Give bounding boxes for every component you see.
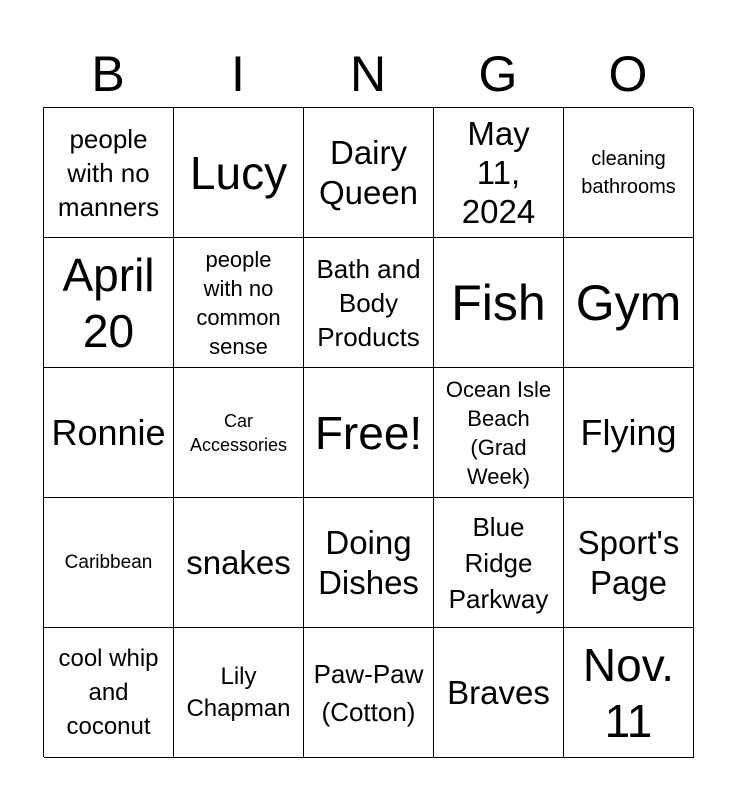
bingo-cell[interactable] [304, 628, 434, 758]
cell-text: Dairy Queen [318, 133, 419, 211]
header-letter-i: I [231, 46, 245, 102]
bingo-cell[interactable] [304, 238, 434, 368]
cell-text: cleaning bathrooms [581, 147, 676, 198]
cell-text: Nov. 11 [582, 638, 675, 747]
bingo-cell[interactable] [44, 238, 174, 368]
bingo-cell[interactable] [174, 108, 304, 238]
cell-text: Flying [580, 411, 677, 453]
cell-text: people with no common sense [196, 246, 281, 359]
cell-text: people with no manners [57, 123, 160, 222]
header-letter-g: G [478, 46, 518, 102]
bingo-cell[interactable] [434, 238, 564, 368]
cell-text: Fish [451, 274, 546, 331]
bingo-cell[interactable] [304, 368, 434, 498]
cell-text: Sport's Page [577, 523, 680, 601]
cell-text: Braves [447, 673, 550, 711]
bingo-cell[interactable] [304, 108, 434, 238]
bingo-cell[interactable] [174, 238, 304, 368]
cell-text: Lily Chapman [186, 662, 291, 722]
cell-text: snakes [186, 543, 291, 581]
cell-text: Ronnie [51, 411, 166, 453]
cell-text: Blue Ridge Parkway [448, 511, 549, 614]
cell-text: Car Accessories [189, 410, 288, 455]
bingo-cell[interactable] [434, 498, 564, 628]
header-letter-o: O [608, 46, 648, 102]
cell-text: Lucy [189, 146, 288, 199]
bingo-cell[interactable] [564, 238, 694, 368]
cell-text: Paw-Paw (Cotton) [313, 658, 424, 727]
bingo-card-grid [43, 107, 693, 757]
bingo-cell[interactable] [564, 498, 694, 628]
bingo-cell[interactable] [304, 498, 434, 628]
header-letter-b: B [91, 46, 125, 102]
bingo-cell[interactable] [434, 628, 564, 758]
bingo-cell[interactable] [174, 368, 304, 498]
cell-text: Doing Dishes [318, 523, 419, 601]
bingo-cell[interactable] [434, 108, 564, 238]
bingo-cell[interactable] [44, 368, 174, 498]
bingo-header [43, 40, 693, 108]
bingo-cell[interactable] [564, 108, 694, 238]
cell-text: Ocean Isle Beach (Grad Week) [445, 376, 552, 489]
cell-text: Bath and Body Products [316, 253, 421, 352]
bingo-cell[interactable] [44, 628, 174, 758]
bingo-cell[interactable] [564, 628, 694, 758]
cell-text: May 11, 2024 [461, 115, 536, 230]
cell-text: Caribbean [64, 551, 153, 573]
bingo-cell[interactable] [44, 498, 174, 628]
cell-text: Gym [575, 274, 682, 331]
header-letter-n: N [349, 46, 387, 102]
bingo-cell[interactable] [44, 108, 174, 238]
cell-text: April 20 [62, 248, 155, 357]
bingo-cell[interactable] [174, 498, 304, 628]
bingo-cell[interactable] [564, 368, 694, 498]
cell-text: Free! [314, 406, 423, 459]
bingo-cell[interactable] [434, 368, 564, 498]
cell-text: cool whip and coconut [58, 644, 159, 740]
bingo-cell[interactable] [174, 628, 304, 758]
